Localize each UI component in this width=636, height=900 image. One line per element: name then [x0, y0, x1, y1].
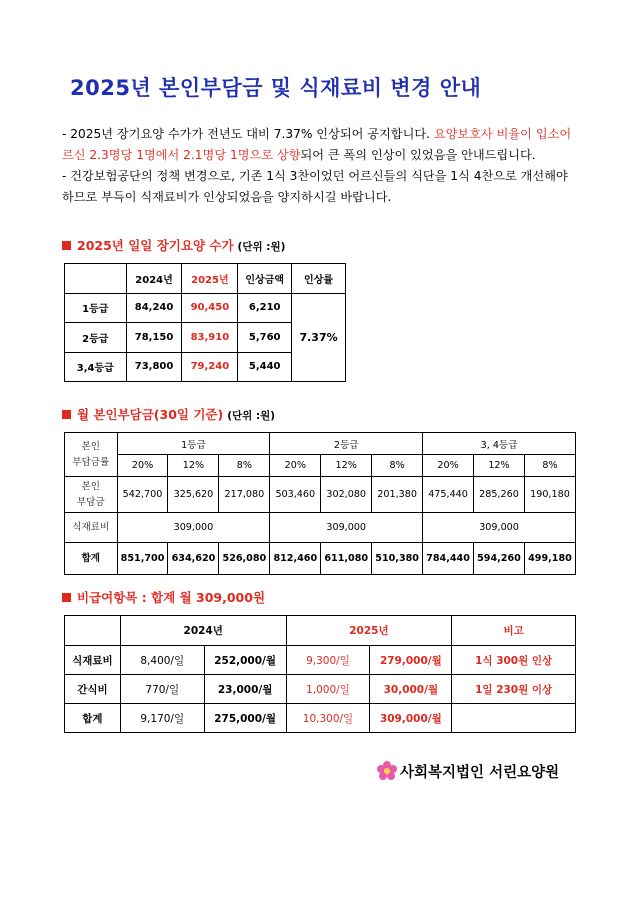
section-1-heading [62, 236, 285, 254]
percent-cell: 20% [423, 455, 474, 477]
copay-rate-label-text: 본인 부담금률 [72, 440, 110, 468]
table-cell: 90,450 [182, 293, 238, 323]
table-cell: 812,460 [270, 543, 321, 575]
table-header: 2024년 [126, 264, 182, 294]
total-row [65, 543, 576, 575]
table-cell: 611,080 [321, 543, 372, 575]
percent-cell: 8% [372, 455, 423, 477]
table-cell: 73,800 [126, 352, 182, 382]
section-3-heading [62, 588, 265, 606]
section-1-unit: (단위 :원) [237, 241, 286, 253]
table-cell: 499,180 [524, 543, 575, 575]
page-title: 2025년 본인부담금 및 식재료비 변경 안내 [70, 76, 482, 100]
percent-cell: 20% [117, 455, 168, 477]
table-cell: 851,700 [117, 543, 168, 575]
percent-cell: 20% [270, 455, 321, 477]
percent-cell: 12% [168, 455, 219, 477]
table-cell: 309,000 [117, 513, 270, 543]
table-cell: 510,380 [372, 543, 423, 575]
section-1-title: 2025년 일일 장기요양 수가 [77, 238, 234, 253]
table-header: 인상금액 [238, 264, 292, 294]
table-cell: 594,260 [474, 543, 525, 575]
table-row [65, 646, 576, 675]
table-cell: 6,210 [238, 293, 292, 323]
grade-cell: 3,4등급 [65, 352, 127, 382]
table-cell: 9,170/일 [120, 704, 204, 733]
table-row [65, 704, 576, 733]
table-cell: 83,910 [182, 323, 238, 353]
intro-paragraph-2: - 건강보험공단의 정책 변경으로, 기존 1식 3찬이었던 어르신들의 식단을 1식 4찬으로 개선해야 하므로 부득이 식재료비가 인상되었음을 양지하시길 바랍니다. [62, 169, 568, 204]
table-cell: 279,000/월 [370, 646, 452, 675]
table-cell: 503,460 [270, 477, 321, 513]
table-cell: 84,240 [126, 293, 182, 323]
row-label: 합계 [65, 704, 121, 733]
table-header-row [65, 616, 576, 646]
square-bullet-icon [62, 593, 71, 602]
table-cell: 1,000/일 [286, 675, 370, 704]
table-cell: 5,760 [238, 323, 292, 353]
daily-fee-table [64, 263, 346, 382]
table-row [65, 293, 346, 323]
table-cell [65, 616, 121, 646]
total-label: 합계 [65, 543, 118, 575]
flower-icon [376, 760, 398, 782]
table-cell: 30,000/월 [370, 675, 452, 704]
table-cell: 325,620 [168, 477, 219, 513]
table-cell: 8,400/일 [120, 646, 204, 675]
section-2-heading [62, 405, 275, 423]
percent-cell: 12% [474, 455, 525, 477]
copay-label-text: 본인 부담금 [76, 480, 105, 508]
grade-cell: 2등급 [65, 323, 127, 353]
group-header: 1등급 [117, 433, 270, 455]
copay-row [65, 477, 576, 513]
monthly-copay-table [64, 432, 576, 575]
group-header: 3, 4등급 [423, 433, 576, 455]
table-header: 2025년 [286, 616, 452, 646]
note-cell: 1일 230원 이상 [452, 675, 576, 704]
table-cell: 78,150 [126, 323, 182, 353]
food-label: 식재료비 [65, 513, 118, 543]
row-label: 식재료비 [65, 646, 121, 675]
row-label: 간식비 [65, 675, 121, 704]
rate-cell: 7.37% [292, 293, 346, 382]
table-cell: 252,000/월 [204, 646, 286, 675]
table-header-row [65, 264, 346, 294]
section-2-unit: (단위 :원) [227, 410, 276, 422]
table-cell: 309,000 [270, 513, 423, 543]
section-2-title: 월 본인부담금(30일 기준) [77, 407, 224, 422]
percent-cell: 8% [219, 455, 270, 477]
table-cell: 190,180 [524, 477, 575, 513]
table-cell: 542,700 [117, 477, 168, 513]
percent-cell: 12% [321, 455, 372, 477]
table-cell: 79,240 [182, 352, 238, 382]
table-cell: 275,000/월 [204, 704, 286, 733]
table-cell: 770/일 [120, 675, 204, 704]
copay-rate-label [65, 433, 118, 477]
table-cell: 5,440 [238, 352, 292, 382]
square-bullet-icon [62, 241, 71, 250]
table-cell: 309,000 [423, 513, 576, 543]
table-cell: 302,080 [321, 477, 372, 513]
intro-p1-end: 되어 큰 폭의 인상이 있었음을 안내드립니다. [300, 148, 536, 162]
intro-p1-start: - 2025년 장기요양 수가가 전년도 대비 7.37% 인상되어 공지합니다. [62, 127, 434, 141]
table-cell: 10,300/일 [286, 704, 370, 733]
table-cell: 9,300/일 [286, 646, 370, 675]
table-cell: 201,380 [372, 477, 423, 513]
square-bullet-icon [62, 410, 71, 419]
table-header: 인상률 [292, 264, 346, 294]
table-cell: 526,080 [219, 543, 270, 575]
table-header: 2024년 [120, 616, 286, 646]
organization-signature [376, 760, 559, 782]
table-row [65, 675, 576, 704]
intro-text [62, 124, 582, 208]
organization-name: 사회복지법인 서린요양원 [400, 765, 560, 781]
table-header: 2025년 [182, 264, 238, 294]
table-cell: 475,440 [423, 477, 474, 513]
section-3-title: 비급여항목 : 합계 월 309,000원 [77, 590, 266, 605]
note-cell: 1식 300원 인상 [452, 646, 576, 675]
intro-paragraph-1 [62, 124, 582, 166]
percent-row [65, 455, 576, 477]
table-cell: 217,080 [219, 477, 270, 513]
food-row [65, 513, 576, 543]
note-cell [452, 704, 576, 733]
table-cell: 285,260 [474, 477, 525, 513]
non-covered-items-table [64, 615, 576, 733]
grade-cell: 1등급 [65, 293, 127, 323]
percent-cell: 8% [524, 455, 575, 477]
table-header: 비고 [452, 616, 576, 646]
table-cell: 309,000/월 [370, 704, 452, 733]
table-cell: 784,440 [423, 543, 474, 575]
table-header-row [65, 433, 576, 455]
intro-p1-highlight: 요양보호사 비율이 입소어르신 2.3명당 1명에서 2.1명당 1명으로 상향 [62, 127, 572, 162]
table-cell [65, 264, 127, 294]
group-header: 2등급 [270, 433, 423, 455]
copay-label [65, 477, 118, 513]
table-cell: 634,620 [168, 543, 219, 575]
table-cell: 23,000/월 [204, 675, 286, 704]
